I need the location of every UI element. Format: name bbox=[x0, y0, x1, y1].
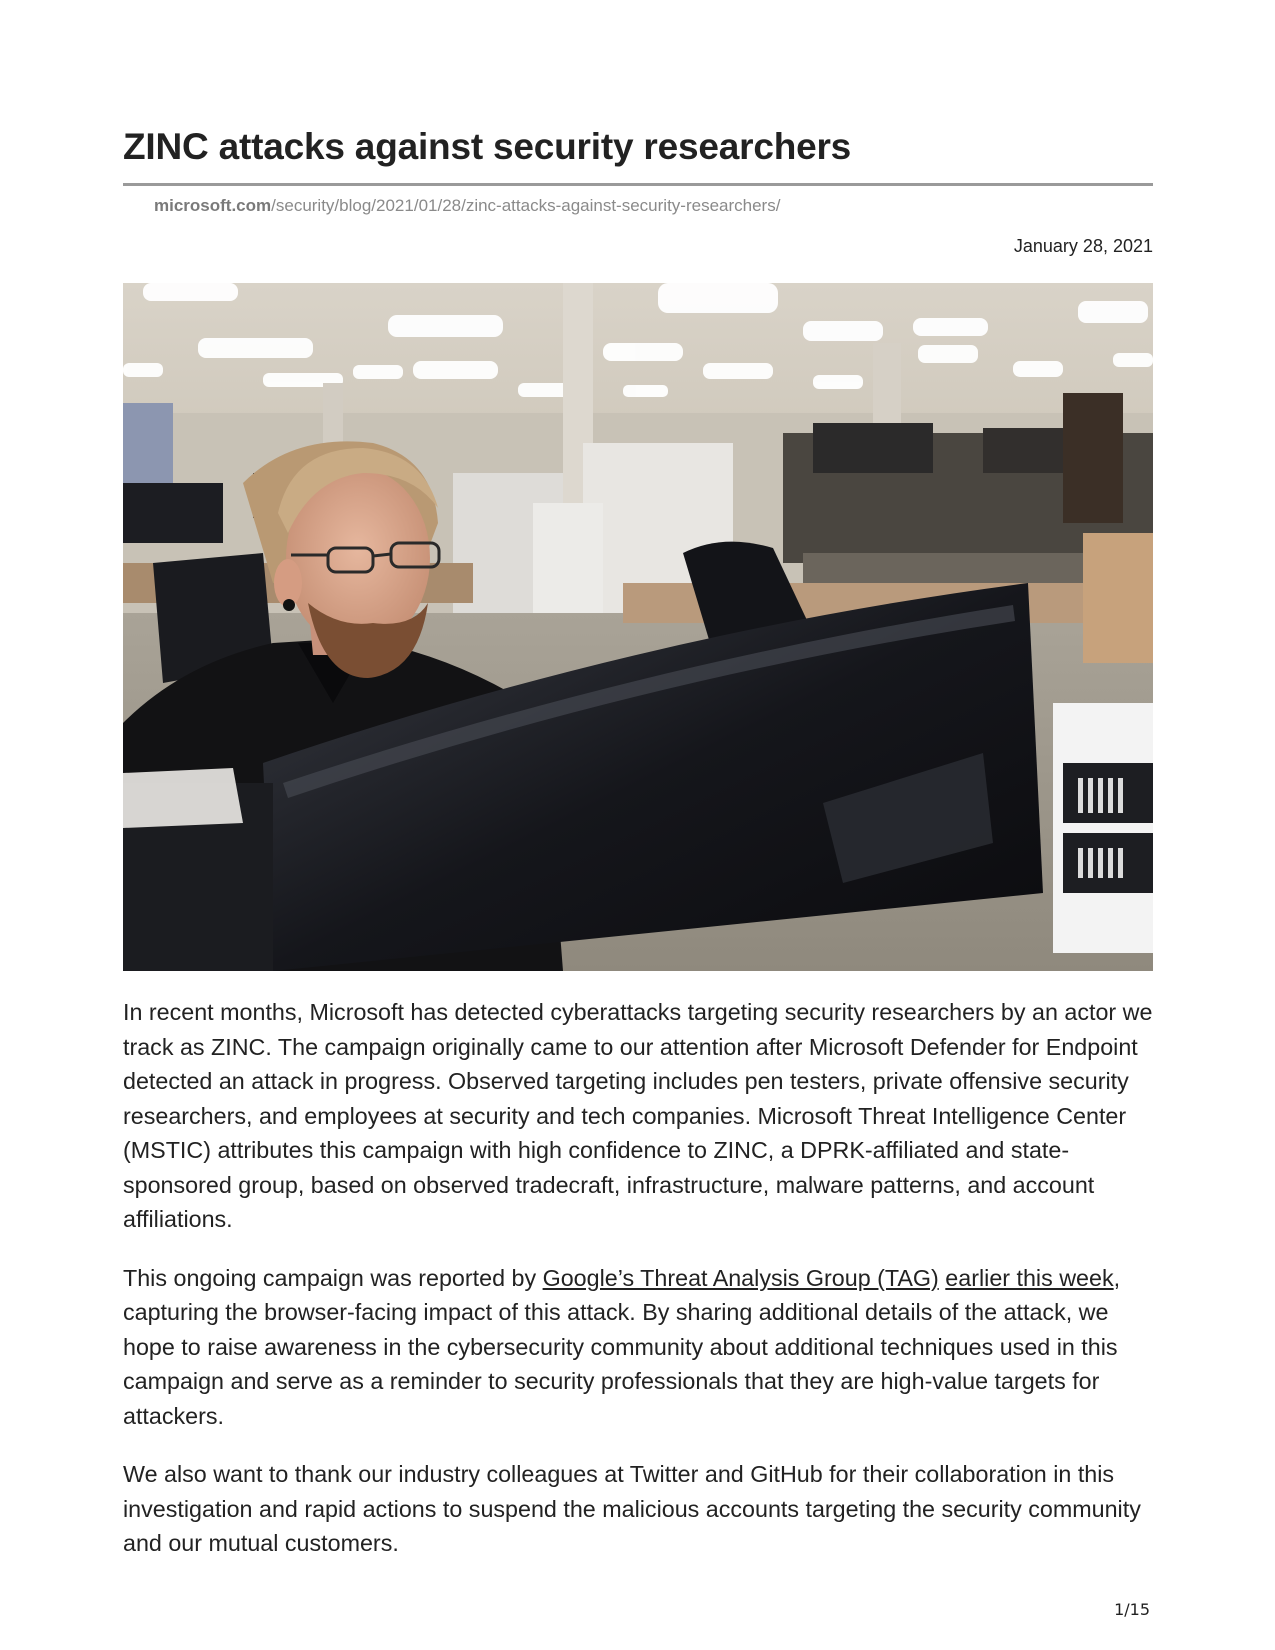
hero-photo bbox=[123, 283, 1153, 971]
earlier-this-week-link[interactable]: earlier this week bbox=[945, 1264, 1114, 1291]
paragraph-3: We also want to thank our industry colleagues at Twitter and GitHub for their collaboration in this investigation and rapid actions to suspend the malicious accounts targeting the security community and our mutual customers. bbox=[123, 1461, 1141, 1556]
source-domain: microsoft.com bbox=[154, 196, 272, 215]
page-number: 1/15 bbox=[1114, 1600, 1150, 1619]
source-path: /security/blog/2021/01/28/zinc-attacks-against-security-researchers/ bbox=[271, 196, 781, 215]
p2-text-before: This ongoing campaign was reported by bbox=[123, 1264, 543, 1291]
p2-text-after: , capturing the browser-facing impact of this attack. By sharing additional details of the attack, we hope to raise awareness in the cybersecurity community about additional techniques used in this campaign and serve as a reminder to security professionals that they are high-value targets for attackers. bbox=[123, 1264, 1121, 1429]
page-title: ZINC attacks against security researchers bbox=[123, 126, 852, 167]
google-tag-link[interactable]: Google’s Threat Analysis Group (TAG) bbox=[542, 1264, 939, 1291]
article-body bbox=[123, 995, 1153, 1585]
paragraph-2 bbox=[123, 1261, 1153, 1434]
office-photo-icon bbox=[123, 283, 1153, 971]
paragraph-1: In recent months, Microsoft has detected cyberattacks targeting security researchers by an actor we track as ZINC. The campaign originally came to our attention after Microsoft Defender for Endpoint detected an attack in progress. Observed targeting includes pen testers, private offensive security researchers, and employees at security and tech companies. Microsoft Threat Intelligence Center (MSTIC) attributes this campaign with high confidence to ZINC, a DPRK-affiliated and state-sponsored group, based on observed tradecraft, infrastructure, malware patterns, and account affiliations. bbox=[123, 999, 1153, 1232]
title-divider bbox=[123, 183, 1153, 186]
source-url[interactable] bbox=[154, 196, 780, 216]
publish-date: January 28, 2021 bbox=[1013, 236, 1153, 256]
